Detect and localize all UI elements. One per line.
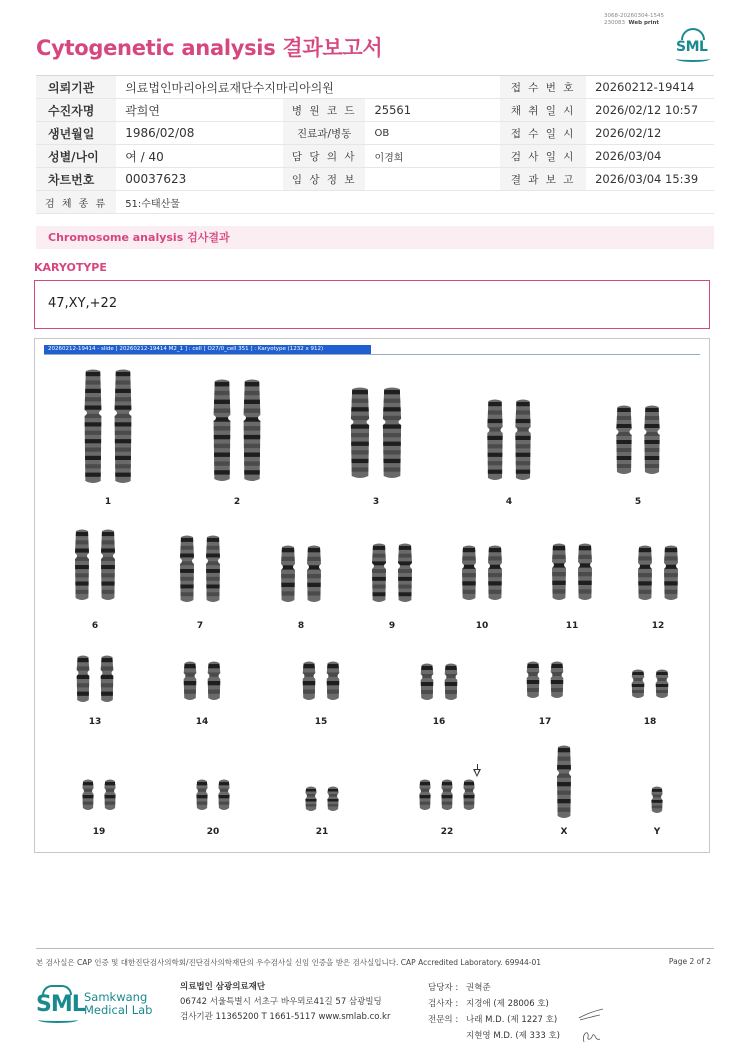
chromosome-label: 1: [104, 497, 112, 507]
requesting-institution: 의료법인마리아의료재단수지마리아의원: [116, 76, 500, 99]
chromosome-label: 21: [315, 827, 329, 837]
info-row: [36, 99, 714, 122]
info-row: [36, 76, 714, 99]
report-date-label: 결 과 보 고: [500, 168, 586, 191]
karyotype-image: [34, 338, 710, 853]
chromosome-label: 2: [233, 497, 241, 507]
chromosome-label: 18: [643, 717, 657, 727]
chromosome-8: [278, 545, 298, 603]
chromosome-X: [554, 745, 574, 819]
chromosome-label: 19: [92, 827, 106, 837]
org-address: 06742 서울특별시 서초구 바우뫼로41길 57 삼광빌딩: [180, 997, 382, 1007]
chromosome-6: [98, 529, 118, 601]
chromosome-6: [72, 529, 92, 601]
hospital-code-label: 병 원 코 드: [283, 99, 366, 122]
birth-date: 1986/02/08: [116, 122, 283, 145]
chromosome-label: 7: [196, 621, 204, 631]
chromosome-label: 15: [314, 717, 328, 727]
chromosome-2: [210, 379, 234, 482]
chromosome-label: 14: [195, 717, 209, 727]
chromosome-label: 8: [297, 621, 305, 631]
chromosome-11: [575, 543, 595, 601]
chart-no: 00037623: [116, 168, 283, 191]
chromosome-Y: [649, 786, 665, 814]
report-date: 2026/03/04 15:39: [586, 168, 714, 191]
chromosome-14: [181, 661, 199, 701]
report-title: Cytogenetic analysis 결과보고서: [36, 36, 383, 60]
received-date-label: 접 수 일 시: [500, 122, 586, 145]
chromosome-label: 22: [440, 827, 454, 837]
chromosome-7: [177, 535, 197, 603]
chromosome-label: 11: [565, 621, 579, 631]
signature-image: [576, 1006, 606, 1046]
brand-name-line1: Samkwang: [84, 990, 148, 1004]
specimen: 51:수태산물: [116, 191, 714, 214]
sex-age-label: 성별/나이: [36, 145, 116, 168]
chromosome-22: [417, 779, 433, 811]
staff-list: [428, 980, 560, 1044]
chromosome-label: 20: [206, 827, 220, 837]
chromosome-19: [102, 779, 118, 811]
chromosome-16: [418, 663, 436, 701]
chromosome-13: [98, 655, 116, 703]
chart-no-label: 차트번호: [36, 168, 116, 191]
chromosome-label: X: [560, 827, 568, 837]
staff-row: 전문의 : 나래 M.D. (제 1227 호): [428, 1015, 558, 1025]
chromosome-label: 6: [91, 621, 99, 631]
karyotype-image-header: 20260212-19414 - slide [ 20260212-19414 M2_1 ] : cell [ O27/0_cell 351 ] : Karyotype (1232 x 912): [44, 345, 371, 354]
receipt-no-label: 접 수 번 호: [500, 76, 586, 99]
chromosome-11: [549, 543, 569, 601]
chromosome-13: [74, 655, 92, 703]
footer-divider: [36, 948, 714, 949]
chromosome-label: 5: [634, 497, 642, 507]
chromosome-21: [325, 786, 341, 812]
divider: [44, 354, 700, 355]
chromosome-15: [300, 661, 318, 701]
birth-label: 생년월일: [36, 122, 116, 145]
organization-info: [180, 980, 390, 1025]
patient-name: 곽희연: [116, 99, 283, 122]
staff-row: 담당자 : 권혁준: [428, 983, 491, 993]
report-code-line2: 230083 Web print: [604, 20, 660, 26]
doctor: 이경희: [365, 145, 500, 168]
sml-logo: SML: [674, 26, 712, 64]
chromosome-18: [629, 669, 647, 699]
test-date: 2026/03/04: [586, 145, 714, 168]
sex-age: 여 / 40: [116, 145, 283, 168]
chromosome-4: [484, 399, 506, 481]
chromosome-label: Y: [653, 827, 661, 837]
chromosome-label: 16: [432, 717, 446, 727]
karyotype-title: KARYOTYPE: [34, 261, 107, 274]
chromosome-17: [524, 661, 542, 699]
report-code: [604, 13, 664, 27]
chromosome-9: [395, 543, 415, 603]
requesting-institution-label: 의뢰기관: [36, 76, 116, 99]
chromosome-label: 17: [538, 717, 552, 727]
chromosome-1: [111, 369, 135, 484]
chromosome-2: [240, 379, 264, 482]
info-row: [36, 122, 714, 145]
chromosome-17: [548, 661, 566, 699]
chromosome-8: [304, 545, 324, 603]
brand-name-line2: Medical Lab: [84, 1003, 153, 1017]
chromosome-12: [635, 545, 655, 601]
chromosome-label: 13: [88, 717, 102, 727]
chromosome-label: 9: [388, 621, 396, 631]
info-row: [36, 145, 714, 168]
clinical-info: [365, 168, 500, 191]
karyotype-result: 47,XY,+22: [34, 280, 710, 329]
chromosome-16: [442, 663, 460, 701]
dept-label: 진료과/병동: [283, 122, 366, 145]
chromosome-label: 10: [475, 621, 489, 631]
org-contact: 검사기관 11365200 T 1661-5117 www.smlab.co.kr: [180, 1012, 391, 1022]
collection-date-label: 채 취 일 시: [500, 99, 586, 122]
org-name: 의료법인 삼광의료재단: [180, 982, 266, 992]
dept: OB: [365, 122, 500, 145]
samkwang-logo: SML Samkwang Medical Lab: [36, 984, 156, 1028]
chromosome-19: [80, 779, 96, 811]
hospital-code: 25561: [365, 99, 500, 122]
chromosome-label: 12: [651, 621, 665, 631]
chromosome-22: [461, 779, 477, 811]
chromosome-label: 4: [505, 497, 513, 507]
info-row: [36, 191, 714, 214]
patient-info-table: [36, 75, 714, 214]
chromosome-4: [512, 399, 534, 481]
chromosome-label: 3: [372, 497, 380, 507]
staff-row: 지현영 M.D. (제 333 호): [466, 1031, 561, 1041]
report-code-line1: 3068-20260304-1545: [604, 13, 664, 19]
chromosome-7: [203, 535, 223, 603]
collection-date: 2026/02/12 10:57: [586, 99, 714, 122]
accreditation-note: 본 검사실은 CAP 인증 및 대한진단검사의학회/진단검사의학재단의 우수검사실 신임 인증을 받은 검사실입니다. CAP Accredited Laboratory. 69944-01: [36, 958, 542, 967]
chromosome-3: [347, 387, 373, 479]
chromosome-5: [613, 405, 635, 475]
chromosome-15: [324, 661, 342, 701]
section-band-chromosome-analysis: Chromosome analysis 검사결과: [36, 226, 714, 249]
chromosome-18: [653, 669, 671, 699]
chromosome-10: [485, 545, 505, 601]
chromosome-22: [439, 779, 455, 811]
specimen-label: 검 체 종 류: [36, 191, 116, 214]
staff-row: 검사자 : 지경애 (제 28006 호): [428, 999, 549, 1009]
chromosome-10: [459, 545, 479, 601]
info-row: [36, 168, 714, 191]
chromosome-20: [194, 779, 210, 811]
chromosome-1: [81, 369, 105, 484]
doctor-label: 담 당 의 사: [283, 145, 366, 168]
page-number: Page 2 of 2: [668, 957, 711, 966]
received-date: 2026/02/12: [586, 122, 714, 145]
chromosome-3: [379, 387, 405, 479]
chromosome-21: [303, 786, 319, 812]
abnormality-arrow-icon: [473, 769, 481, 777]
test-date-label: 검 사 일 시: [500, 145, 586, 168]
receipt-no: 20260212-19414: [586, 76, 714, 99]
patient-name-label: 수진자명: [36, 99, 116, 122]
chromosome-5: [641, 405, 663, 475]
clinical-info-label: 임 상 정 보: [283, 168, 366, 191]
chromosome-12: [661, 545, 681, 601]
chromosome-14: [205, 661, 223, 701]
chromosome-9: [369, 543, 389, 603]
chromosome-20: [216, 779, 232, 811]
